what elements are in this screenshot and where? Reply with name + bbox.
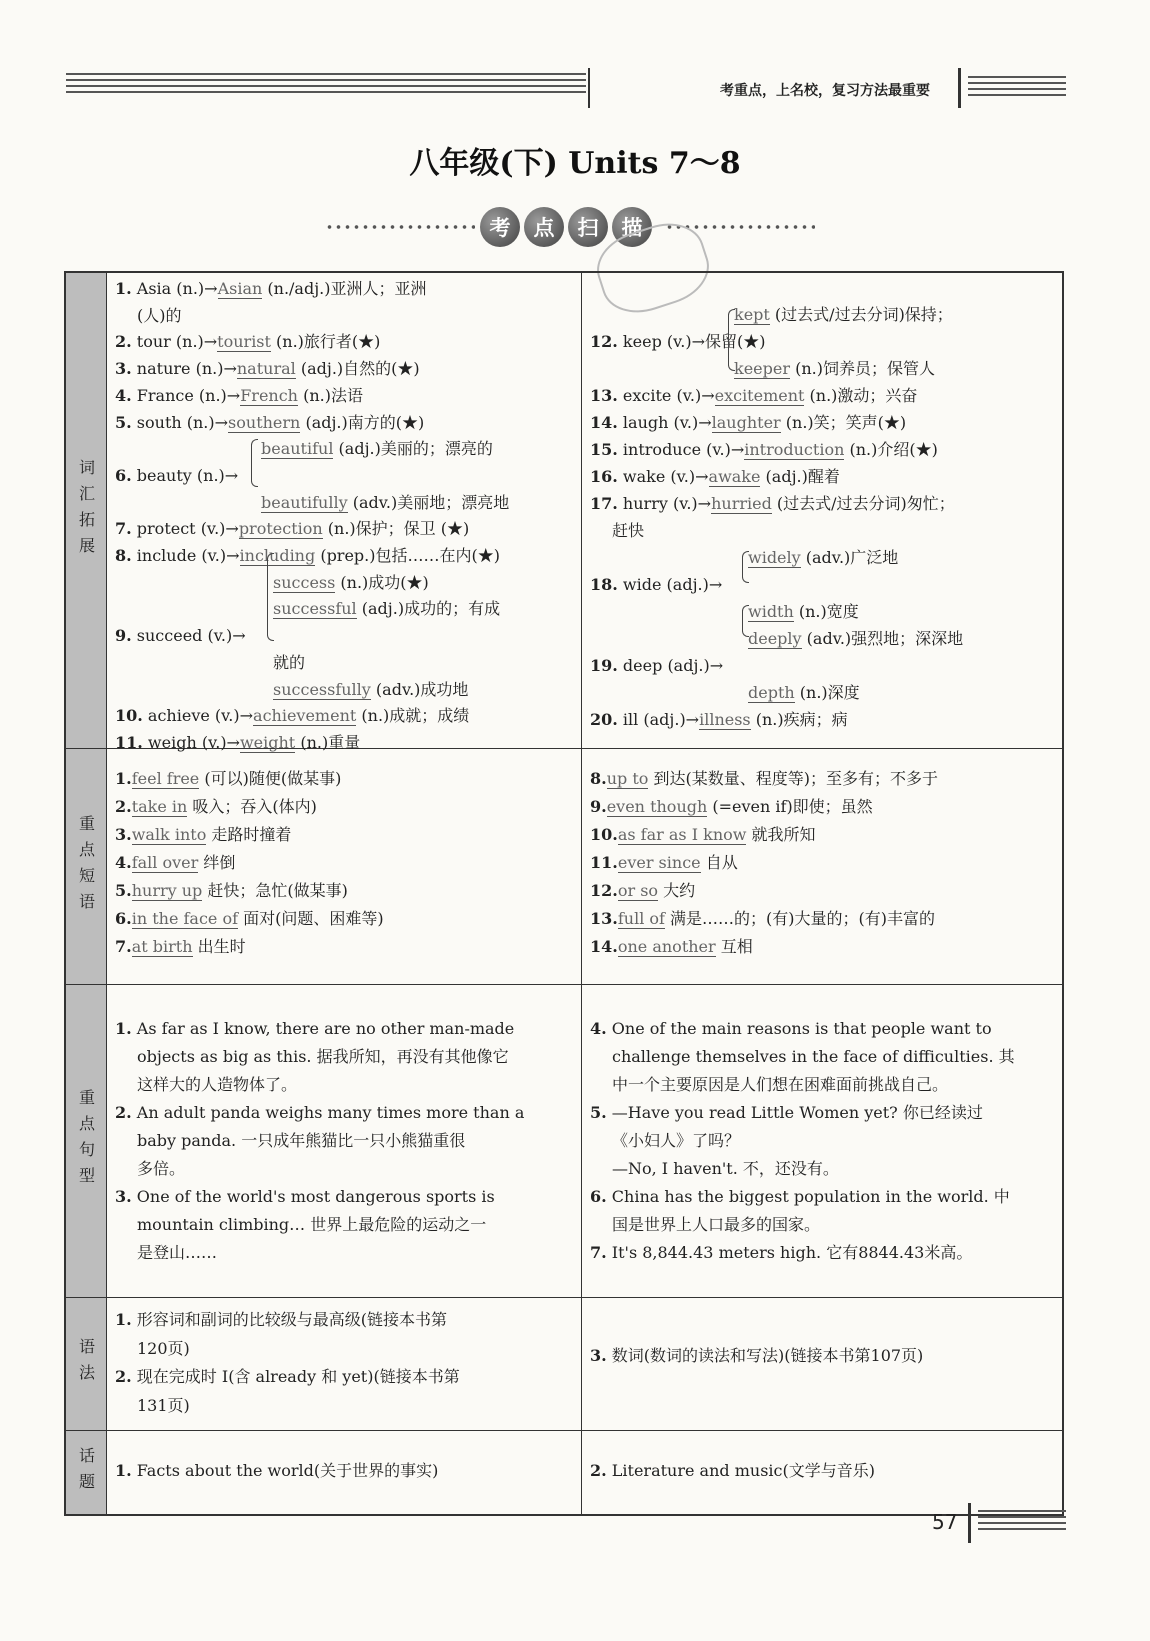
- item-text: (n.)旅行者(★): [270, 332, 381, 352]
- item-number: 5.: [115, 412, 132, 432]
- text-line: [115, 853, 235, 873]
- item-text: 国是世界上人口最多的国家。: [612, 1215, 821, 1234]
- grammar-right: [582, 1298, 1060, 1430]
- item-text: succeed (v.)→: [131, 626, 246, 646]
- answer-word: keeper: [734, 359, 790, 378]
- brace-icon: [742, 605, 749, 637]
- item-number: 15.: [590, 440, 618, 459]
- text-line: [590, 853, 738, 873]
- item-number: 7.: [590, 1243, 607, 1262]
- item-number: 16.: [590, 467, 618, 486]
- answer-word: tourist: [217, 332, 271, 352]
- item-number: 2.: [590, 1461, 607, 1480]
- item-number: 10.: [115, 706, 143, 726]
- item-text: beauty (n.)→: [131, 465, 239, 485]
- text-line: [115, 1461, 438, 1481]
- text-line: [590, 909, 935, 929]
- answer-word: introduction: [744, 440, 845, 459]
- item-text: —Have you read Little Women yet? 你已经读过: [606, 1103, 983, 1122]
- answer-word: feel free: [131, 769, 200, 788]
- answer-word: southern: [228, 412, 301, 432]
- item-number: 4.: [115, 853, 132, 872]
- answer-word: laughter: [711, 413, 781, 432]
- item-text: 131页): [137, 1395, 190, 1415]
- item-text: (可以)随便(做某事): [199, 769, 342, 788]
- item-text: 吸入；吞入(体内): [187, 797, 317, 816]
- item-number: 7.: [115, 937, 132, 956]
- sentences-left: [107, 985, 582, 1297]
- answer-word: weight: [239, 732, 296, 752]
- item-number: 1.: [115, 279, 132, 298]
- item-text: hurry (v.)→: [617, 494, 712, 513]
- text-line: [273, 680, 468, 700]
- text-line: [748, 548, 898, 568]
- item-text: France (n.)→: [131, 385, 241, 405]
- brace-icon: [728, 309, 735, 371]
- item-text: (n.)笑；笑声(★): [780, 413, 907, 432]
- text-line: [115, 881, 348, 901]
- answer-word: up to: [606, 769, 649, 788]
- item-text: (n.)成就；成绩: [356, 706, 470, 726]
- item-text: 自从: [700, 853, 738, 872]
- item-number: 6.: [590, 1187, 607, 1206]
- header-rule-left: [66, 73, 586, 103]
- answer-word: widely: [748, 548, 801, 567]
- answer-word: or so: [617, 881, 659, 900]
- text-line: [137, 1215, 486, 1235]
- item-text: 这样大的人造物体了。: [137, 1075, 298, 1094]
- item-text: 满是……的；(有)大量的；(有)丰富的: [664, 909, 936, 928]
- text-line: [748, 629, 963, 649]
- item-text: south (n.)→: [131, 412, 229, 432]
- item-text: (adj.)成功的；有成: [356, 599, 501, 619]
- item-number: 11.: [115, 732, 143, 752]
- item-text: laugh (v.)→: [617, 413, 712, 432]
- text-line: [590, 1243, 972, 1263]
- item-number: 7.: [115, 519, 132, 539]
- item-text: (n.)重量: [295, 732, 361, 752]
- text-line: [137, 1396, 190, 1416]
- item-text: 赶快；急忙(做某事): [202, 881, 348, 900]
- answer-word: at birth: [131, 937, 193, 956]
- text-line: [273, 573, 429, 593]
- text-line: [137, 1075, 297, 1095]
- section-label: 重点句型: [66, 985, 107, 1297]
- text-line: [115, 825, 291, 845]
- item-text: 形容词和副词的比较级与最高级(链接本书第: [131, 1310, 448, 1329]
- item-text: mountain climbing… 世界上最危险的运动之一: [137, 1215, 487, 1234]
- answer-word: walk into: [131, 825, 207, 844]
- answer-word: illness: [699, 710, 751, 729]
- text-line: [137, 306, 182, 326]
- answer-word: as far as I know: [617, 825, 747, 844]
- text-line: [261, 493, 509, 513]
- item-number: 2.: [115, 332, 132, 352]
- text-line: [115, 1103, 524, 1123]
- text-line: [590, 1187, 1010, 1207]
- text-line: [590, 413, 906, 433]
- text-line: [590, 1103, 983, 1123]
- item-text: 到达(某数量、程度等)；至多有；不多于: [648, 769, 938, 788]
- item-text: China has the biggest population in the world. 中: [606, 1187, 1010, 1206]
- item-text: (adv.)广泛地: [800, 548, 899, 567]
- item-text: 走路时撞着: [206, 825, 292, 844]
- item-number: 13.: [590, 909, 618, 928]
- brace-icon: [742, 551, 749, 583]
- item-text: (n.)饲养员；保管人: [790, 359, 935, 378]
- answer-word: awake: [708, 467, 761, 486]
- item-number: 1.: [115, 769, 132, 788]
- item-text: wide (adj.)→: [617, 575, 723, 594]
- item-number: 3.: [115, 825, 132, 844]
- item-text: include (v.)→: [131, 546, 240, 565]
- item-text: 就我所知: [746, 825, 816, 844]
- item-text: —No, I haven't. 不，还没有。: [612, 1159, 839, 1178]
- text-line: [590, 825, 816, 845]
- text-line: [590, 1019, 992, 1039]
- item-number: 9.: [115, 626, 132, 646]
- item-text: Literature and music(文学与音乐): [606, 1461, 875, 1480]
- item-text: 赶快: [612, 521, 645, 540]
- header-divider: [588, 68, 590, 108]
- text-line: [590, 656, 723, 676]
- footer-rule: [978, 1510, 1066, 1534]
- item-text: (过去式/过去分词)保持；: [769, 305, 953, 324]
- item-text: objects as big as this. 据我所知，再没有其他像它: [137, 1047, 509, 1066]
- text-line: [590, 332, 766, 352]
- item-text: An adult panda weighs many times more than a: [131, 1103, 525, 1122]
- item-text: (n.)疾病；病: [750, 710, 848, 729]
- grammar-left: [107, 1298, 582, 1430]
- section-label: 重点短语: [66, 749, 107, 984]
- item-text: (adv.)美丽地；漂亮地: [347, 492, 510, 512]
- item-text: (n.)成功(★): [335, 572, 429, 592]
- item-text: (n.)介绍(★): [844, 440, 938, 459]
- item-number: 13.: [590, 386, 618, 405]
- item-text: As far as I know, there are no other man-made: [131, 1019, 515, 1038]
- item-number: 6.: [115, 465, 132, 485]
- item-number: 12.: [590, 332, 618, 351]
- item-text: (adv.)强烈地；深深地: [801, 629, 964, 648]
- item-text: (adj.)醒着: [760, 467, 840, 486]
- item-text: (adj.)自然的(★): [295, 359, 420, 379]
- item-text: (n.)深度: [794, 683, 860, 702]
- item-text: tour (n.)→: [131, 332, 218, 352]
- item-text: (n.)激动；兴奋: [804, 386, 918, 405]
- answer-word: achievement: [253, 706, 357, 726]
- item-number: 3.: [115, 1187, 132, 1206]
- item-text: 互相: [715, 937, 753, 956]
- text-line: [590, 797, 873, 817]
- section-phrases: [66, 749, 1062, 985]
- item-text: 中一个主要原因是人们想在困难面前挑战自己。: [612, 1075, 949, 1094]
- text-line: [612, 1159, 839, 1179]
- item-number: 6.: [115, 909, 132, 928]
- item-text: (=even if)即使；虽然: [707, 797, 873, 816]
- text-line: [590, 494, 955, 514]
- answer-word: width: [748, 602, 794, 621]
- item-text: introduce (v.)→: [617, 440, 745, 459]
- text-line: [115, 1310, 447, 1330]
- text-line: [261, 439, 493, 459]
- item-number: 4.: [590, 1019, 607, 1038]
- text-line: [137, 1159, 185, 1179]
- text-line: [115, 519, 469, 539]
- text-line: [137, 1339, 190, 1359]
- answer-word: protection: [238, 519, 323, 539]
- item-text: 大约: [658, 881, 696, 900]
- item-text: (n.)宽度: [793, 602, 859, 621]
- item-text: 就的: [273, 652, 306, 672]
- item-text: (prep.)包括……在内(★): [315, 546, 500, 565]
- item-number: 9.: [590, 797, 607, 816]
- text-line: [115, 1367, 460, 1387]
- item-number: 12.: [590, 881, 618, 900]
- text-line: [137, 1047, 509, 1067]
- phrases-right: [582, 749, 1060, 984]
- text-line: [115, 332, 380, 352]
- item-number: 10.: [590, 825, 618, 844]
- text-line: [137, 1243, 217, 1263]
- item-number: 1.: [115, 1310, 132, 1329]
- text-line: [115, 797, 317, 817]
- topics-left: [107, 1431, 582, 1514]
- item-number: 8.: [115, 546, 132, 565]
- text-line: [115, 937, 246, 957]
- text-line: [115, 626, 246, 646]
- item-text: 多倍。: [137, 1159, 186, 1178]
- text-line: [137, 1131, 465, 1151]
- item-number: 17.: [590, 494, 618, 513]
- item-text: achieve (v.)→: [142, 706, 254, 726]
- text-line: [612, 521, 644, 541]
- answer-word: ever since: [617, 853, 701, 872]
- banner-char: 扫: [568, 207, 608, 247]
- item-number: 1.: [115, 1019, 132, 1038]
- item-number: 14.: [590, 413, 618, 432]
- text-line: [115, 359, 420, 379]
- text-line: [612, 1215, 820, 1235]
- item-text: (人)的: [137, 305, 182, 325]
- item-number: 19.: [590, 656, 618, 675]
- text-line: [115, 909, 384, 929]
- text-line: [115, 769, 341, 789]
- answer-word: hurried: [711, 494, 772, 513]
- item-text: 数词(数词的读法和写法)(链接本书第107页): [606, 1346, 924, 1365]
- item-number: 2.: [115, 1367, 132, 1386]
- text-line: [590, 769, 938, 789]
- text-line: [590, 710, 848, 730]
- answer-word: even though: [606, 797, 708, 816]
- item-text: (n.)法语: [297, 385, 363, 405]
- text-line: [612, 1075, 948, 1095]
- footer-divider: [968, 1503, 971, 1543]
- section-label: 词汇拓展: [66, 273, 107, 748]
- item-number: 3.: [115, 359, 132, 379]
- text-line: [748, 602, 859, 622]
- text-line: [115, 546, 500, 566]
- item-text: Asia (n.)→: [131, 279, 218, 298]
- text-line: [590, 386, 917, 406]
- item-number: 2.: [115, 1103, 132, 1122]
- vocab-right: [582, 273, 1060, 748]
- item-text: ill (adj.)→: [617, 710, 700, 729]
- section-sentences: [66, 985, 1062, 1298]
- item-text: (过去式/过去分词)匆忙；: [771, 494, 955, 513]
- sentences-right: [582, 985, 1060, 1297]
- item-text: 现在完成时 I(含 already 和 yet)(链接本书第: [131, 1367, 460, 1386]
- text-line: [590, 1346, 923, 1366]
- brace-icon: [251, 439, 258, 487]
- answer-word: full of: [617, 909, 665, 928]
- item-text: (adv.)成功地: [370, 679, 469, 699]
- item-text: 面对(问题、困难等): [238, 909, 384, 928]
- header-rule-right: [968, 76, 1066, 100]
- text-line: [273, 653, 305, 673]
- text-line: [273, 599, 500, 619]
- header-divider-right: [958, 68, 961, 108]
- item-number: 4.: [115, 385, 132, 405]
- answer-word: successful: [273, 599, 357, 619]
- text-line: [115, 1019, 514, 1039]
- answer-word: deeply: [748, 629, 802, 648]
- item-number: 3.: [590, 1346, 607, 1365]
- section-grammar: [66, 1298, 1062, 1431]
- item-text: 120页): [137, 1338, 190, 1358]
- item-number: 20.: [590, 710, 618, 729]
- section-vocab: [66, 273, 1062, 752]
- answer-word: in the face of: [131, 909, 239, 928]
- item-text: 绊倒: [198, 853, 236, 872]
- item-number: 2.: [115, 797, 132, 816]
- item-number: 18.: [590, 575, 618, 594]
- item-text: (adj.)南方的(★): [300, 412, 425, 432]
- item-text: 是登山……: [137, 1243, 218, 1262]
- text-line: [734, 305, 953, 325]
- banner-char: 考: [480, 207, 520, 247]
- text-line: [590, 440, 938, 460]
- text-line: [115, 466, 238, 486]
- topics-right: [582, 1431, 1060, 1514]
- item-text: Facts about the world(关于世界的事实): [131, 1461, 439, 1480]
- answer-word: French: [240, 385, 298, 405]
- text-line: [590, 937, 753, 957]
- item-text: wake (v.)→: [617, 467, 709, 486]
- text-line: [115, 413, 424, 433]
- answer-word: one another: [617, 937, 716, 956]
- item-text: 保留(★): [705, 332, 766, 351]
- header-slogan: 考重点，上名校，复习方法最重要: [720, 83, 930, 99]
- item-text: protect (v.)→: [131, 519, 239, 539]
- answer-word: successfully: [273, 679, 371, 699]
- item-text: nature (n.)→: [131, 359, 237, 379]
- item-text: (n.)保护；保卫 (★): [322, 519, 470, 539]
- item-number: 5.: [115, 881, 132, 900]
- answer-word: excitement: [714, 386, 805, 405]
- item-number: 11.: [590, 853, 618, 872]
- text-line: [590, 881, 695, 901]
- section-label: 话题: [66, 1431, 107, 1514]
- answer-word: success: [273, 572, 336, 592]
- answer-word: including: [239, 546, 316, 565]
- answer-word: depth: [748, 683, 795, 702]
- item-number: 5.: [590, 1103, 607, 1122]
- vocab-left: [107, 273, 582, 752]
- text-line: [734, 359, 935, 379]
- phrases-left: [107, 749, 582, 984]
- item-text: excite (v.)→: [617, 386, 715, 405]
- item-text: (n./adj.)亚洲人；亚洲: [262, 279, 427, 298]
- item-text: 《小妇人》了吗？: [612, 1131, 741, 1150]
- answer-word: fall over: [131, 853, 199, 872]
- item-number: 14.: [590, 937, 618, 956]
- text-line: [612, 1047, 1015, 1067]
- text-line: [590, 467, 840, 487]
- answer-word: kept: [734, 305, 770, 324]
- section-topics: [66, 1431, 1062, 1514]
- text-line: [115, 386, 363, 406]
- text-line: [748, 683, 860, 703]
- item-text: challenge themselves in the face of difficulties. 其: [612, 1047, 1015, 1066]
- answer-word: take in: [131, 797, 188, 816]
- section-banner: [320, 207, 820, 247]
- text-line: [590, 1461, 875, 1481]
- item-text: deep (adj.)→: [617, 656, 724, 675]
- item-text: keep (v.)→: [617, 332, 706, 351]
- text-line: [115, 279, 427, 299]
- item-text: One of the main reasons is that people want to: [606, 1019, 992, 1038]
- brace-icon: [267, 553, 274, 641]
- item-number: 8.: [590, 769, 607, 788]
- text-line: [115, 1187, 495, 1207]
- text-line: [115, 706, 469, 726]
- answer-word: beautiful: [261, 439, 334, 459]
- item-text: weigh (v.)→: [142, 732, 240, 752]
- page-number: 57: [932, 1510, 958, 1534]
- section-label: 语法: [66, 1298, 107, 1430]
- item-text: One of the world's most dangerous sports is: [131, 1187, 495, 1206]
- content-table: [64, 271, 1064, 1516]
- item-number: 1.: [115, 1461, 132, 1480]
- answer-word: natural: [236, 359, 296, 379]
- item-text: (adj.)美丽的；漂亮的: [333, 439, 493, 459]
- banner-char: 描: [612, 207, 652, 247]
- answer-word: Asian: [217, 279, 263, 298]
- item-text: baby panda. 一只成年熊猫比一只小熊猫重很: [137, 1131, 466, 1150]
- text-line: [612, 1131, 740, 1151]
- page-title: 八年级(下) Units 7～8: [409, 146, 741, 181]
- item-text: It's 8,844.43 meters high. 它有8844.43米高。: [606, 1243, 973, 1262]
- text-line: [590, 575, 722, 595]
- answer-word: hurry up: [131, 881, 203, 900]
- answer-word: beautifully: [261, 492, 348, 512]
- banner-dots-left: [325, 225, 475, 229]
- item-text: 出生时: [192, 937, 246, 956]
- banner-char: 点: [524, 207, 564, 247]
